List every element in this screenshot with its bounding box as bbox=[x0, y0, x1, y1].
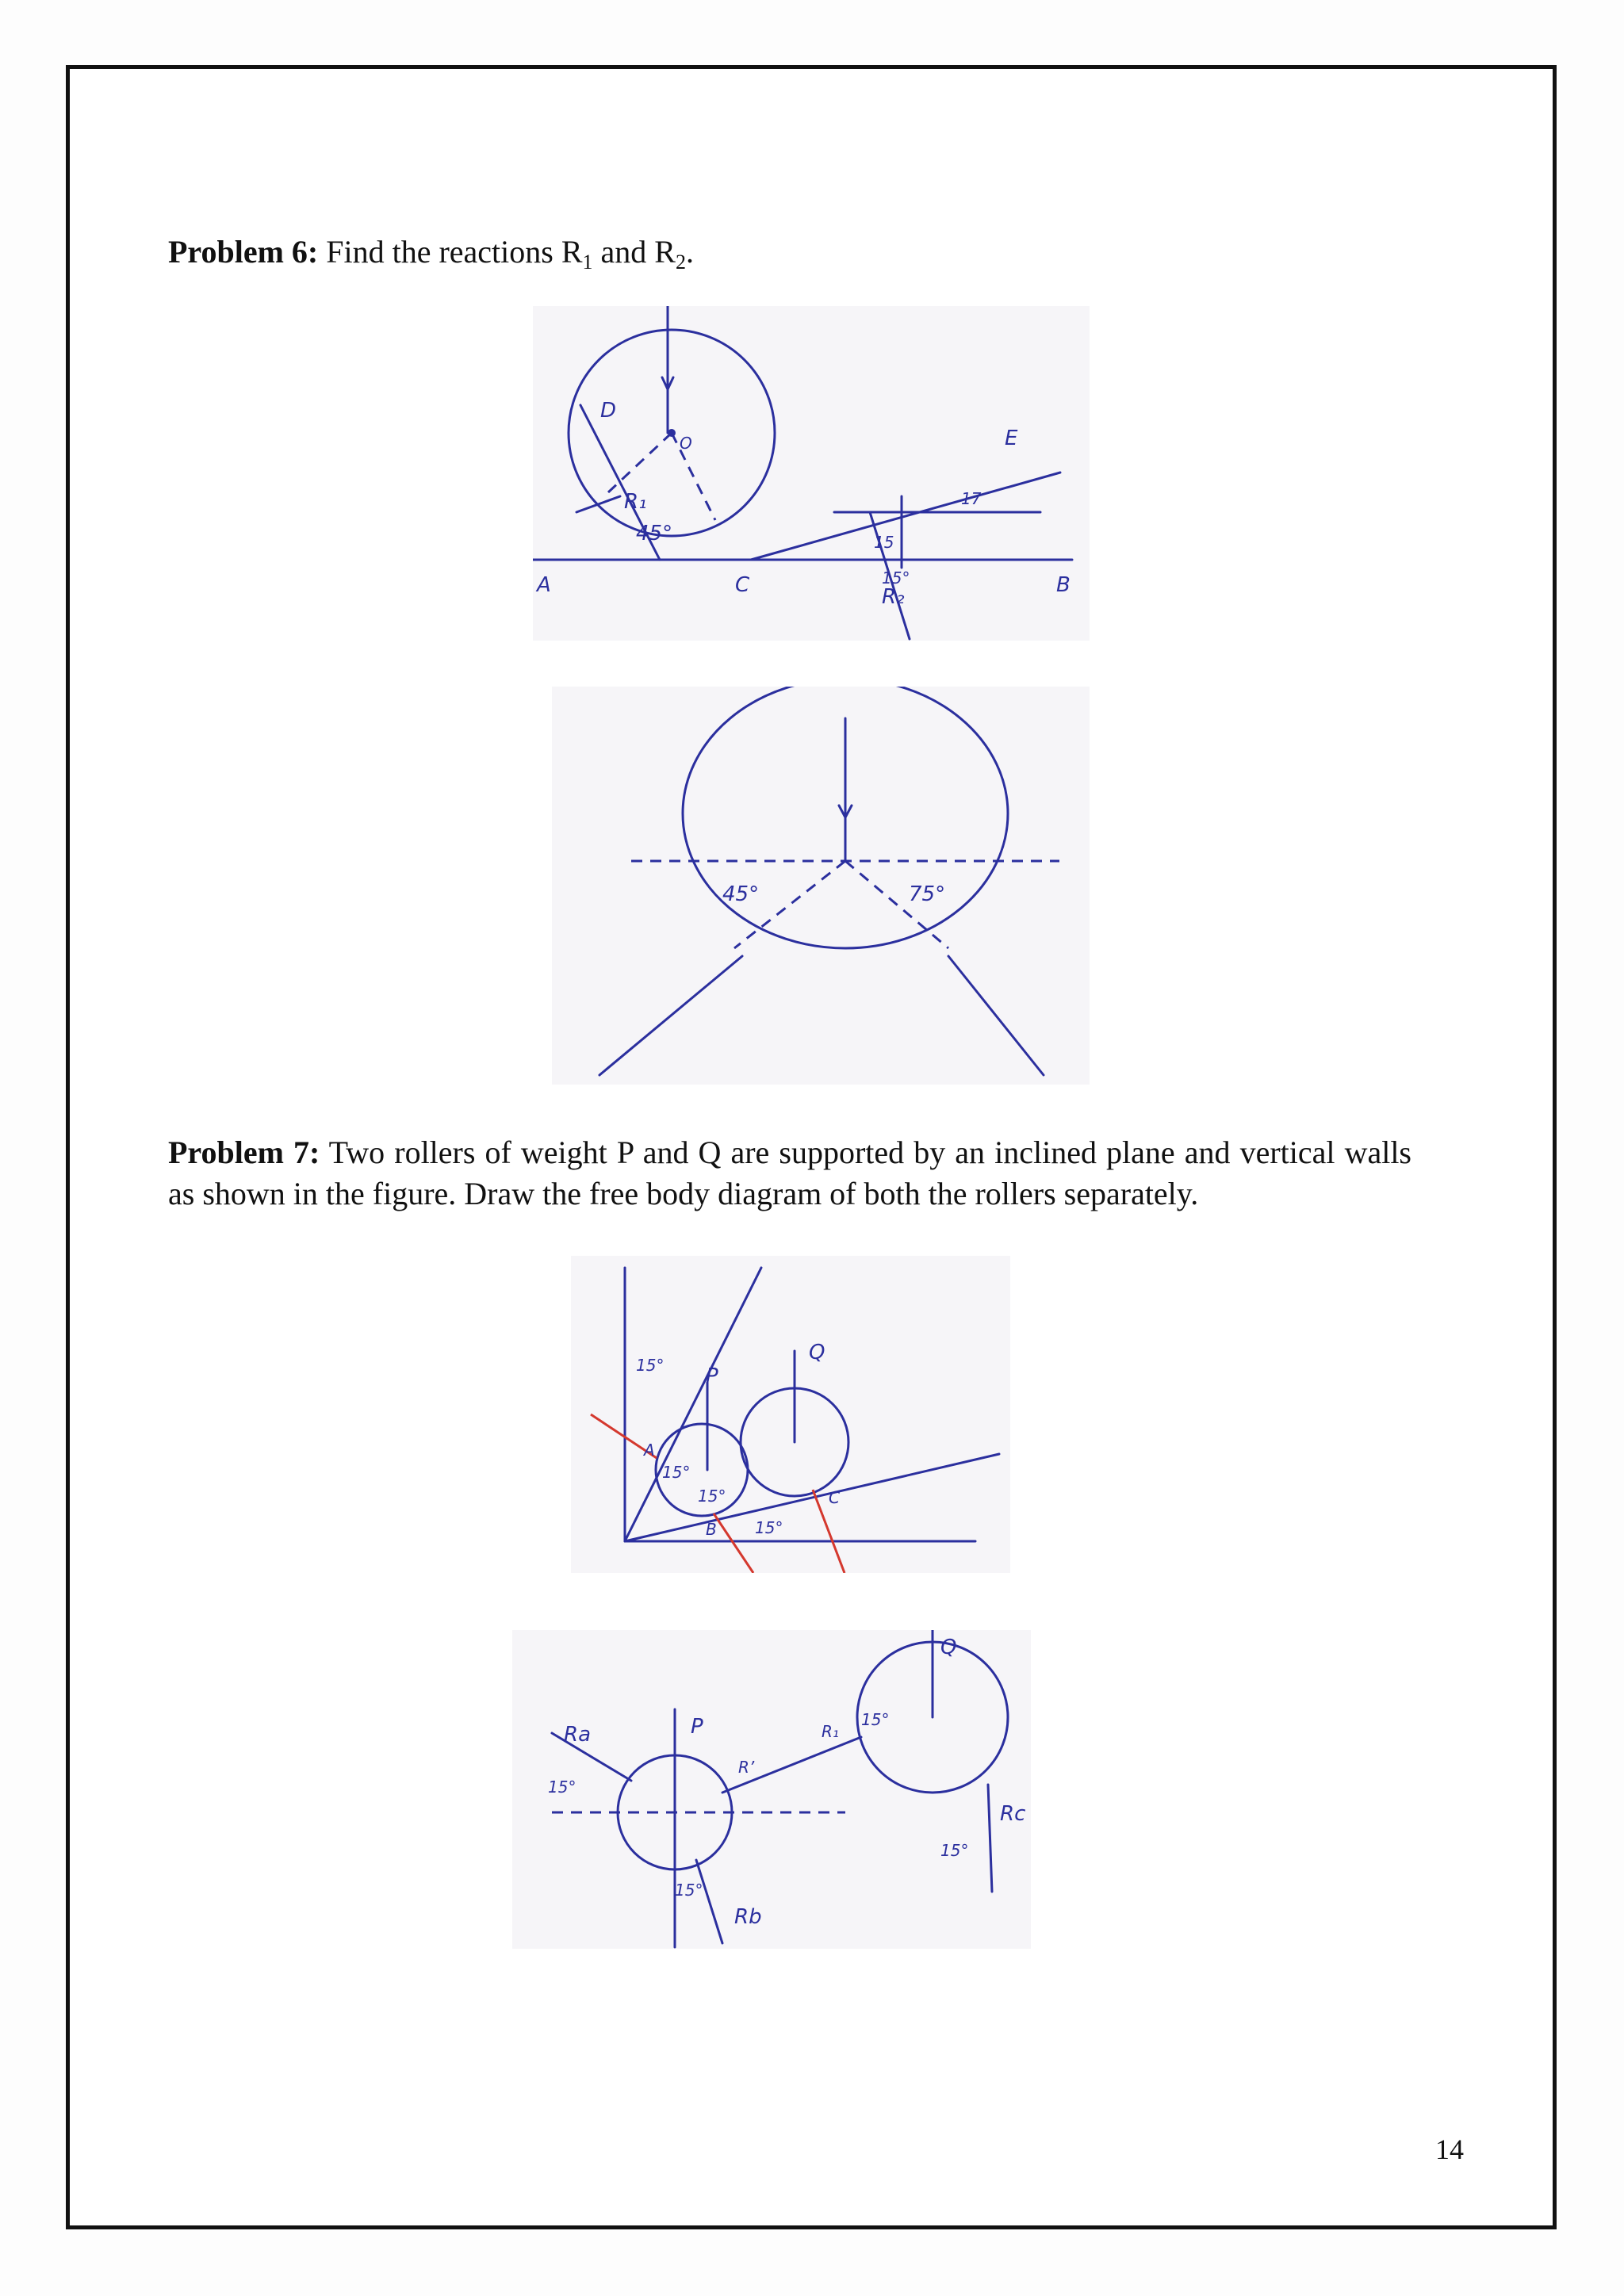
label-r2: R₂ bbox=[882, 585, 905, 609]
incline-ce bbox=[751, 473, 1060, 560]
problem-6-fbd-sketch bbox=[552, 687, 1090, 1085]
fig3-label-a: A bbox=[644, 1441, 655, 1460]
label-angle-15b: 15° bbox=[882, 568, 910, 587]
fig4-label-r1b: R₁ bbox=[822, 1722, 839, 1741]
fig4-label-p: P bbox=[691, 1715, 703, 1739]
problem-7-sketch bbox=[571, 1256, 1010, 1573]
label-a: A bbox=[537, 573, 551, 597]
r1-arrow bbox=[576, 496, 620, 512]
label-o: O bbox=[680, 434, 692, 453]
fig4-label-q: Q bbox=[940, 1636, 957, 1659]
fbd-label-75: 75° bbox=[909, 882, 946, 906]
problem-7-label: Problem 7: bbox=[168, 1135, 320, 1170]
fig3-label-p: P bbox=[706, 1364, 718, 1388]
fig3-label-15c: 15° bbox=[698, 1487, 726, 1506]
fbd-rb-arrow bbox=[696, 1860, 722, 1943]
fbd-left-reaction bbox=[599, 956, 742, 1075]
fig3-label-q: Q bbox=[809, 1341, 825, 1364]
fbd-right-reaction bbox=[948, 956, 1044, 1075]
label-angle-15a: 15 bbox=[874, 533, 894, 552]
label-c: C bbox=[735, 573, 750, 597]
problem-6-sub2: 2 bbox=[675, 251, 686, 274]
label-d: D bbox=[600, 399, 617, 423]
problem-6-text-c: . bbox=[685, 234, 694, 270]
problem-6-sub1: 1 bbox=[582, 251, 593, 274]
problem-6-figure bbox=[533, 306, 1090, 641]
fbd-label-45: 45° bbox=[722, 882, 760, 906]
fig3-label-b: B bbox=[706, 1520, 717, 1539]
fig4-label-15d: 15° bbox=[940, 1841, 969, 1860]
problem-7-text: Two rollers of weight P and Q are supported by an inclined plane and vertical walls as shown in the figure. Draw the free body diagram of both the rollers separately. bbox=[168, 1135, 1411, 1211]
radius-to-r2 bbox=[672, 433, 715, 520]
reaction-rb bbox=[714, 1513, 753, 1573]
inclined-wall bbox=[625, 1268, 761, 1541]
label-e: E bbox=[1005, 427, 1018, 450]
fig4-label-15b: 15° bbox=[675, 1881, 703, 1900]
fig3-label-c: C bbox=[829, 1488, 840, 1507]
label-b: B bbox=[1056, 573, 1071, 597]
fig4-label-ra: Ra bbox=[564, 1723, 591, 1747]
center-point bbox=[668, 429, 676, 437]
fig3-label-15a: 15° bbox=[636, 1356, 665, 1375]
fig4-label-15c: 15° bbox=[861, 1710, 890, 1729]
fbd-rc-arrow bbox=[988, 1785, 992, 1892]
problem-7-fbd bbox=[512, 1630, 1031, 1949]
fig4-label-rc: Rc bbox=[1000, 1802, 1026, 1826]
problem-6-text-b: and R bbox=[592, 234, 676, 270]
problem-6-label: Problem 6: bbox=[168, 234, 319, 270]
radius-to-r1 bbox=[608, 433, 672, 492]
problem-7-statement bbox=[168, 1132, 1411, 1215]
label-angle-17: 17 bbox=[961, 489, 982, 508]
problem-6-sketch bbox=[533, 306, 1090, 641]
problem-6-text-a: Find the reactions R bbox=[318, 234, 583, 270]
problem-7-figure bbox=[571, 1256, 1010, 1573]
fig3-label-15d: 15° bbox=[755, 1518, 783, 1537]
fig3-label-15b: 15° bbox=[662, 1463, 691, 1482]
problem-6-statement bbox=[168, 232, 1411, 273]
page-number: 14 bbox=[1435, 2133, 1464, 2165]
label-r1: R₁ bbox=[624, 490, 647, 514]
problem-7-fbd-sketch bbox=[512, 1630, 1031, 1949]
fig4-label-15a: 15° bbox=[548, 1777, 576, 1797]
problem-6-fbd bbox=[552, 687, 1090, 1085]
fig4-label-rb: Rb bbox=[734, 1905, 762, 1929]
fig4-label-r1a: R’ bbox=[738, 1758, 755, 1777]
label-angle-45: 45° bbox=[636, 522, 673, 545]
